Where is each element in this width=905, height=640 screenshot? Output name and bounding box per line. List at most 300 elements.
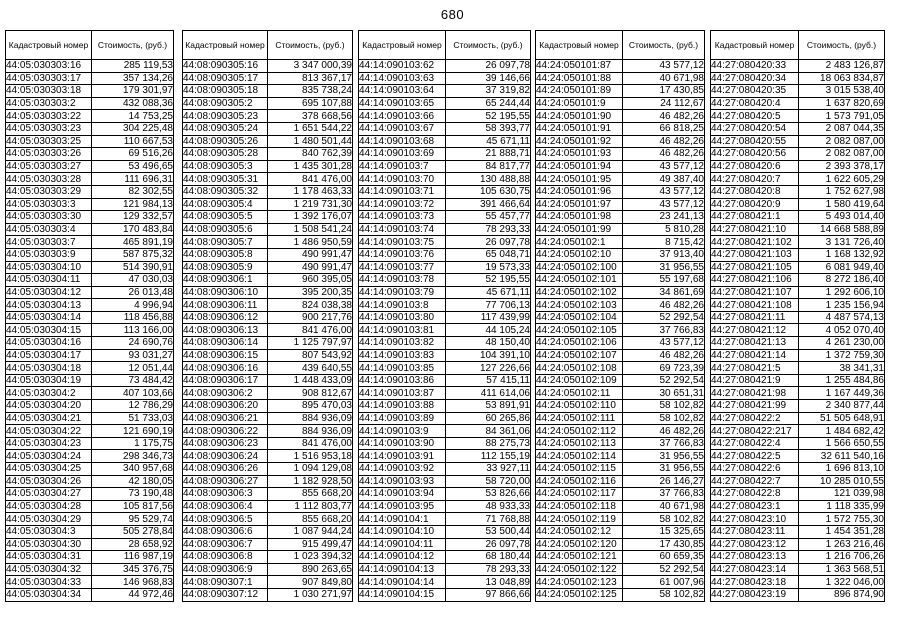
cost-cell: 4 996,94 [92,299,174,312]
table-row [183,425,353,438]
cost-cell: 65 244,44 [446,97,531,110]
table-row [6,563,174,576]
cost-cell: 340 957,68 [92,463,174,476]
cost-cell: 378 668,56 [268,110,353,123]
cadastral-number-cell: 44:27:080421:103 [711,248,799,261]
table-row [359,97,531,110]
cadastral-number-cell: 44:05:030303:16 [6,60,92,73]
cadastral-number-cell: 44:14:090103:62 [359,60,446,73]
table-row [711,349,885,362]
table-row [183,211,353,224]
table-row [536,286,705,299]
cost-cell: 1 435 301,28 [268,160,353,173]
table-row [6,475,174,488]
table-row [536,500,705,513]
cadastral-number-cell: 44:27:080421:5 [711,362,799,375]
cost-cell: 37 913,40 [623,248,705,261]
cost-cell: 93 031,27 [92,349,174,362]
cadastral-number-cell: 44:08:090305:4 [183,198,268,211]
cadastral-number-cell: 44:14:090104:12 [359,551,446,564]
table-row [536,122,705,135]
cost-cell: 37 319,82 [446,85,531,98]
cadastral-number-cell: 44:27:080422:2 [711,412,799,425]
table-row [6,274,174,287]
cost-cell: 52 195,55 [446,274,531,287]
table-row [6,173,174,186]
cost-cell: 46 482,26 [623,349,705,362]
table-row [6,135,174,148]
table-row [711,513,885,526]
cost-cell: 146 968,83 [92,576,174,589]
cadastral-number-cell: 44:27:080422:8 [711,488,799,501]
cadastral-number-cell: 44:08:090305:18 [183,85,268,98]
cadastral-table [358,30,531,602]
table-row [536,551,705,564]
table-row [536,362,705,375]
table-row [6,299,174,312]
cadastral-number-cell: 44:08:090306:9 [183,563,268,576]
cost-cell: 4 052 070,40 [799,324,885,337]
cost-cell: 84 361,06 [446,425,531,438]
cadastral-number-cell: 44:08:090305:28 [183,148,268,161]
cost-cell: 1 363 568,51 [799,563,885,576]
cadastral-number-cell: 44:27:080421:14 [711,349,799,362]
cost-cell: 32 611 540,16 [799,450,885,463]
cadastral-number-cell: 44:24:050102:121 [536,551,623,564]
cadastral-number-cell: 44:08:090306:5 [183,513,268,526]
cadastral-number-cell: 44:27:080421:99 [711,400,799,413]
cost-cell: 1 023 394,32 [268,551,353,564]
cost-cell: 13 048,89 [446,576,531,589]
cost-cell: 19 573,33 [446,261,531,274]
cost-cell: 37 766,83 [623,437,705,450]
table-row [6,412,174,425]
table-row [183,551,353,564]
table-row [183,223,353,236]
cost-cell: 285 119,53 [92,60,174,73]
table-row [536,60,705,73]
cadastral-number-cell: 44:08:090305:3 [183,160,268,173]
cost-cell: 69 723,39 [623,362,705,375]
cost-cell: 31 956,55 [623,450,705,463]
cost-cell: 1 392 176,07 [268,211,353,224]
cadastral-number-cell: 44:27:080423:12 [711,538,799,551]
cost-cell: 1 168 132,92 [799,248,885,261]
cost-cell: 52 292,54 [623,374,705,387]
table-row [536,425,705,438]
cadastral-number-cell: 44:14:090103:86 [359,374,446,387]
cost-cell: 170 483,84 [92,223,174,236]
table-row [536,160,705,173]
table-row [6,185,174,198]
cost-cell: 807 543,92 [268,349,353,362]
table-row [183,148,353,161]
cadastral-number-cell: 44:27:080421:106 [711,274,799,287]
table-row [359,576,531,589]
cost-cell: 1 580 419,64 [799,198,885,211]
cadastral-number-cell: 44:27:080420:54 [711,122,799,135]
cadastral-number-cell: 44:24:050102:106 [536,337,623,350]
cadastral-table-3 [358,30,531,602]
cadastral-number-cell: 44:14:090103:70 [359,173,446,186]
cadastral-number-cell: 44:05:030304:11 [6,274,92,287]
table-row [711,122,885,135]
table-row [183,311,353,324]
cost-cell: 24 690,76 [92,337,174,350]
cost-cell: 10 285 010,55 [799,475,885,488]
table-row [183,110,353,123]
table-row [711,97,885,110]
cost-cell: 1 094 129,08 [268,463,353,476]
table-row [711,475,885,488]
cost-cell: 118 456,88 [92,311,174,324]
table-row [6,122,174,135]
cadastral-number-cell: 44:27:080421:13 [711,337,799,350]
table-row [359,236,531,249]
cost-cell: 1 752 627,98 [799,185,885,198]
table-row [359,563,531,576]
cost-cell: 1 030 271,97 [268,588,353,601]
table-row [6,60,174,73]
cost-cell: 345 376,75 [92,563,174,576]
cost-cell: 12 051,44 [92,362,174,375]
table-row [6,513,174,526]
table-row [6,463,174,476]
table-row [711,551,885,564]
cadastral-number-cell: 44:24:050101:9 [536,97,623,110]
table-row [183,261,353,274]
table-row [6,97,174,110]
table-row [536,513,705,526]
cadastral-number-cell: 44:05:030303:28 [6,173,92,186]
table-row [711,85,885,98]
cost-cell: 1 178 463,33 [268,185,353,198]
cadastral-number-cell: 44:05:030304:13 [6,299,92,312]
cost-cell: 53 496,65 [92,160,174,173]
cadastral-number-cell: 44:27:080420:35 [711,85,799,98]
table-row [536,185,705,198]
table-row [359,463,531,476]
cadastral-number-cell: 44:14:090103:63 [359,72,446,85]
cadastral-number-cell: 44:24:050101:88 [536,72,623,85]
table-row [183,286,353,299]
cadastral-number-cell: 44:14:090103:78 [359,274,446,287]
table-row [359,160,531,173]
cost-cell: 1 372 759,30 [799,349,885,362]
cadastral-number-cell: 44:24:050102:119 [536,513,623,526]
table-row [536,475,705,488]
cost-cell: 884 936,09 [268,412,353,425]
cost-cell: 43 577,12 [623,337,705,350]
table-row [536,110,705,123]
cost-cell: 1 572 755,30 [799,513,885,526]
table-row [359,500,531,513]
cost-cell: 2 087 044,35 [799,122,885,135]
header-cost: Стоимость, (руб.) [623,31,705,60]
cost-cell: 907 849,80 [268,576,353,589]
cadastral-number-cell: 44:24:050102:12 [536,525,623,538]
table-row [183,475,353,488]
cost-cell: 1 182 928,50 [268,475,353,488]
table-row [359,513,531,526]
table-row [6,223,174,236]
table-row [6,148,174,161]
cost-cell: 835 738,24 [268,85,353,98]
table-row [183,85,353,98]
table-row [183,463,353,476]
table-row [359,374,531,387]
table-row [536,588,705,601]
cadastral-number-cell: 44:27:080420:56 [711,148,799,161]
cadastral-number-cell: 44:14:090103:95 [359,500,446,513]
cadastral-number-cell: 44:14:090103:8 [359,299,446,312]
cadastral-number-cell: 44:27:080423:11 [711,525,799,538]
table-row [359,311,531,324]
cadastral-number-cell: 44:14:090103:7 [359,160,446,173]
cadastral-number-cell: 44:05:030303:26 [6,148,92,161]
cadastral-number-cell: 44:24:050102:112 [536,425,623,438]
table-row [711,261,885,274]
cost-cell: 1 516 953,18 [268,450,353,463]
table-row [183,525,353,538]
cadastral-number-cell: 44:14:090103:9 [359,425,446,438]
table-row [6,261,174,274]
cadastral-number-cell: 44:14:090104:13 [359,563,446,576]
table-row [183,588,353,601]
header-cadastral-number: Кадастровый номер [536,31,623,60]
cadastral-number-cell: 44:27:080421:102 [711,236,799,249]
cadastral-number-cell: 44:05:030303:25 [6,135,92,148]
table-row [536,248,705,261]
table-row [711,463,885,476]
header-cost: Стоимость, (руб.) [799,31,885,60]
cadastral-number-cell: 44:14:090103:75 [359,236,446,249]
cost-cell: 73 484,42 [92,374,174,387]
cadastral-number-cell: 44:05:030304:31 [6,551,92,564]
cadastral-number-cell: 44:08:090306:16 [183,362,268,375]
cadastral-number-cell: 44:27:080423:1 [711,500,799,513]
cadastral-number-cell: 44:05:030303:4 [6,223,92,236]
cost-cell: 55 457,77 [446,211,531,224]
table-header-row [183,31,353,60]
cadastral-number-cell: 44:05:030303:2 [6,97,92,110]
cost-cell: 18 063 834,87 [799,72,885,85]
table-row [183,362,353,375]
cadastral-number-cell: 44:27:080420:8 [711,185,799,198]
cost-cell: 26 146,27 [623,475,705,488]
cadastral-number-cell: 44:24:050102:118 [536,500,623,513]
cost-cell: 2 082 087,00 [799,135,885,148]
cadastral-number-cell: 44:05:030304:20 [6,400,92,413]
table-row [711,387,885,400]
cadastral-number-cell: 44:27:080423:14 [711,563,799,576]
table-row [359,437,531,450]
cost-cell: 840 762,39 [268,148,353,161]
cadastral-number-cell: 44:24:050102:120 [536,538,623,551]
cadastral-number-cell: 44:14:090103:68 [359,135,446,148]
table-row [359,349,531,362]
cadastral-number-cell: 44:24:050102:1 [536,236,623,249]
cadastral-number-cell: 44:27:080422:7 [711,475,799,488]
table-row [359,122,531,135]
cost-cell: 69 516,26 [92,148,174,161]
cost-cell: 1 484 682,42 [799,425,885,438]
cadastral-number-cell: 44:27:080422:6 [711,463,799,476]
cadastral-table-5 [710,30,885,602]
cost-cell: 24 112,67 [623,97,705,110]
cadastral-table [5,30,174,602]
cadastral-number-cell: 44:27:080422:4 [711,437,799,450]
cadastral-number-cell: 44:14:090103:71 [359,185,446,198]
cadastral-number-cell: 44:14:090103:81 [359,324,446,337]
table-row [183,337,353,350]
cadastral-number-cell: 44:05:030304:12 [6,286,92,299]
cost-cell: 71 768,88 [446,513,531,526]
table-row [359,475,531,488]
cost-cell: 26 097,78 [446,60,531,73]
table-row [6,525,174,538]
cost-cell: 43 577,12 [623,185,705,198]
table-row [183,374,353,387]
cadastral-number-cell: 44:14:090103:89 [359,412,446,425]
table-row [711,211,885,224]
cost-cell: 391 466,64 [446,198,531,211]
table-row [6,400,174,413]
cadastral-number-cell: 44:14:090103:92 [359,463,446,476]
cost-cell: 505 278,84 [92,525,174,538]
table-row [536,135,705,148]
cost-cell: 43 577,12 [623,60,705,73]
cadastral-number-cell: 44:05:030303:9 [6,248,92,261]
cost-cell: 1 175,75 [92,437,174,450]
cadastral-number-cell: 44:24:050102:100 [536,261,623,274]
cost-cell: 357 134,26 [92,72,174,85]
table-row [183,198,353,211]
cost-cell: 2 393 378,17 [799,160,885,173]
table-row [6,362,174,375]
cadastral-number-cell: 44:08:090306:6 [183,525,268,538]
cadastral-number-cell: 44:05:030304:33 [6,576,92,589]
cost-cell: 104 391,10 [446,349,531,362]
cadastral-table [710,30,885,602]
table-row [6,450,174,463]
cadastral-number-cell: 44:08:090306:21 [183,412,268,425]
table-row [183,500,353,513]
table-row [6,500,174,513]
cadastral-number-cell: 44:24:050101:87 [536,60,623,73]
cadastral-number-cell: 44:08:090306:2 [183,387,268,400]
cadastral-number-cell: 44:05:030304:32 [6,563,92,576]
cadastral-number-cell: 44:24:050102:105 [536,324,623,337]
cadastral-number-cell: 44:05:030304:28 [6,500,92,513]
cost-cell: 78 293,33 [446,563,531,576]
cost-cell: 15 325,65 [623,525,705,538]
cadastral-number-cell: 44:27:080421:1 [711,211,799,224]
cost-cell: 49 387,40 [623,173,705,186]
cost-cell: 82 302,55 [92,185,174,198]
cadastral-table [182,30,353,602]
cadastral-number-cell: 44:08:090306:11 [183,299,268,312]
table-row [536,261,705,274]
table-row [359,72,531,85]
cadastral-number-cell: 44:08:090305:23 [183,110,268,123]
cost-cell: 1 651 544,22 [268,122,353,135]
cadastral-table [535,30,705,602]
table-row [359,261,531,274]
table-row [359,525,531,538]
cadastral-number-cell: 44:05:030304:23 [6,437,92,450]
cadastral-number-cell: 44:14:090104:11 [359,538,446,551]
table-row [6,374,174,387]
cost-cell: 411 614,06 [446,387,531,400]
table-row [183,400,353,413]
cadastral-number-cell: 44:27:080420:7 [711,173,799,186]
cadastral-number-cell: 44:14:090103:65 [359,97,446,110]
table-row [711,538,885,551]
table-row [6,349,174,362]
cost-cell: 21 888,71 [446,148,531,161]
cost-cell: 121 690,19 [92,425,174,438]
cost-cell: 77 706,13 [446,299,531,312]
cost-cell: 31 956,55 [623,463,705,476]
table-row [183,122,353,135]
cost-cell: 2 082 087,00 [799,148,885,161]
cost-cell: 58 102,82 [623,588,705,601]
cadastral-number-cell: 44:27:080420:34 [711,72,799,85]
cost-cell: 112 155,19 [446,450,531,463]
table-row [711,185,885,198]
cost-cell: 8 715,42 [623,236,705,249]
cost-cell: 841 476,00 [268,324,353,337]
cost-cell: 33 927,11 [446,463,531,476]
cost-cell: 84 817,77 [446,160,531,173]
cost-cell: 52 292,54 [623,311,705,324]
cadastral-number-cell: 44:24:050102:11 [536,387,623,400]
cadastral-number-cell: 44:27:080420:9 [711,198,799,211]
cadastral-number-cell: 44:08:090305:6 [183,223,268,236]
table-row [359,450,531,463]
cost-cell: 1 637 820,69 [799,97,885,110]
table-row [536,488,705,501]
cost-cell: 58 720,00 [446,475,531,488]
cadastral-number-cell: 44:14:090103:83 [359,349,446,362]
cost-cell: 55 197,68 [623,274,705,287]
cadastral-number-cell: 44:05:030303:27 [6,160,92,173]
cost-cell: 53 826,66 [446,488,531,501]
cadastral-number-cell: 44:08:090306:4 [183,500,268,513]
table-row [6,160,174,173]
cost-cell: 116 987,19 [92,551,174,564]
cadastral-number-cell: 44:08:090306:17 [183,374,268,387]
cadastral-number-cell: 44:05:030304:29 [6,513,92,526]
cost-cell: 1 566 650,55 [799,437,885,450]
cadastral-number-cell: 44:05:030304:18 [6,362,92,375]
header-cost: Стоимость, (руб.) [92,31,174,60]
cost-cell: 31 956,55 [623,261,705,274]
table-row [536,97,705,110]
table-row [536,299,705,312]
table-row [536,374,705,387]
cadastral-number-cell: 44:05:030304:2 [6,387,92,400]
cost-cell: 88 275,73 [446,437,531,450]
cost-cell: 17 430,85 [623,538,705,551]
cost-cell: 127 226,66 [446,362,531,375]
cost-cell: 26 097,78 [446,236,531,249]
cadastral-number-cell: 44:05:030304:34 [6,588,92,601]
cost-cell: 53 891,91 [446,400,531,413]
cost-cell: 855 668,20 [268,488,353,501]
cadastral-number-cell: 44:27:080421:98 [711,387,799,400]
